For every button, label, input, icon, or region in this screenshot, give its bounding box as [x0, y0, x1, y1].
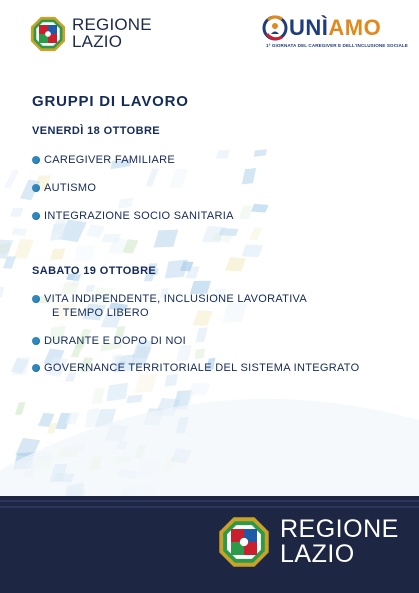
mosaic-tile: [216, 150, 230, 159]
day-heading-saturday: SABATO 19 OTTOBRE: [32, 265, 157, 277]
list-item-label: INTEGRAZIONE SOCIO SANITARIA: [44, 210, 234, 222]
mosaic-tile: [126, 395, 142, 404]
footer-stripe: [0, 506, 419, 508]
list-item: [32, 181, 96, 195]
mosaic-tile: [74, 244, 95, 262]
list-item-line-2: E TEMPO LIBERO: [52, 307, 149, 319]
footer-wordmark: [280, 517, 399, 567]
mosaic-tile: [11, 228, 27, 236]
uniamo-logo: [262, 14, 408, 60]
bullet-icon: [32, 364, 40, 372]
footer-stripe: [0, 500, 419, 502]
mosaic-tile: [225, 257, 246, 271]
list-item: [32, 153, 175, 167]
mosaic-tile: [15, 402, 26, 415]
mosaic-tile: [169, 169, 188, 188]
footer-regione-lazio-logo: [218, 516, 399, 568]
list-item: [32, 292, 307, 320]
mosaic-tile: [239, 205, 254, 219]
uniamo-subtitle: 1ª GIORNATA DEL CAREGIVER E DELL'INCLUSIONE SOCIALE: [266, 43, 408, 48]
mosaic-tile: [101, 234, 121, 243]
bullet-icon: [32, 295, 40, 303]
mosaic-tile: [92, 387, 105, 404]
list-item: [32, 361, 359, 375]
mosaic-tile: [154, 230, 179, 248]
bullet-icon: [32, 212, 40, 220]
uniamo-word-post: AMO: [328, 15, 382, 40]
regione-lazio-logo: [30, 12, 180, 56]
mosaic-tile: [135, 374, 158, 393]
uniamo-mark-icon: [262, 14, 288, 42]
uniamo-word-pre: UNÌ: [289, 15, 329, 40]
logo-line-1: REGIONE: [72, 15, 152, 35]
mosaic-tile: [0, 287, 4, 299]
list-item-label: DURANTE E DOPO DI NOI: [44, 335, 186, 347]
mosaic-tile: [195, 327, 208, 342]
mosaic-tile: [146, 168, 159, 186]
mosaic-tile: [194, 348, 205, 359]
mosaic-tile: [249, 227, 262, 240]
mosaic-tile: [85, 224, 105, 238]
mosaic-tile: [241, 245, 263, 258]
mosaic-tile: [188, 383, 209, 395]
mosaic-tile: [4, 169, 19, 188]
footer-line-2: LAZIO: [280, 540, 355, 568]
mosaic-tile: [106, 383, 128, 402]
regione-lazio-emblem-icon: [218, 516, 270, 568]
logo-line-2: LAZIO: [72, 32, 123, 51]
mosaic-tile: [165, 374, 178, 387]
regione-lazio-wordmark: [72, 17, 152, 50]
list-item-label: AUTISMO: [44, 182, 97, 194]
mosaic-tile: [254, 149, 267, 157]
regione-lazio-emblem-icon: [30, 16, 66, 52]
bullet-icon: [32, 156, 40, 164]
list-item-label: [44, 292, 307, 320]
mosaic-tile: [14, 239, 34, 259]
mosaic-tile: [10, 208, 23, 217]
list-item: [32, 334, 186, 348]
footer-band: [0, 496, 419, 593]
footer-line-1: REGIONE: [280, 515, 399, 543]
bullet-icon: [32, 184, 40, 192]
mosaic-tile: [219, 228, 239, 236]
mosaic-tile: [251, 204, 269, 213]
list-item: [32, 209, 234, 223]
bullet-icon: [32, 337, 40, 345]
mosaic-tile: [0, 240, 13, 259]
page-title: GRUPPI DI LAVORO: [32, 93, 189, 110]
uniamo-wordmark: [289, 15, 381, 41]
list-item-line-1: VITA INDIPENDENTE, INCLUSIONE LAVORATIVA: [44, 293, 308, 305]
list-item-label: GOVERNANCE TERRITORIALE DEL SISTEMA INTEGRATO: [44, 362, 360, 374]
list-item-label: CAREGIVER FAMILIARE: [44, 154, 176, 166]
mosaic-tile: [50, 248, 65, 260]
mosaic-tile: [118, 198, 133, 209]
day-heading-friday: VENERDÌ 18 OTTOBRE: [32, 125, 161, 137]
mosaic-tile: [242, 168, 256, 184]
